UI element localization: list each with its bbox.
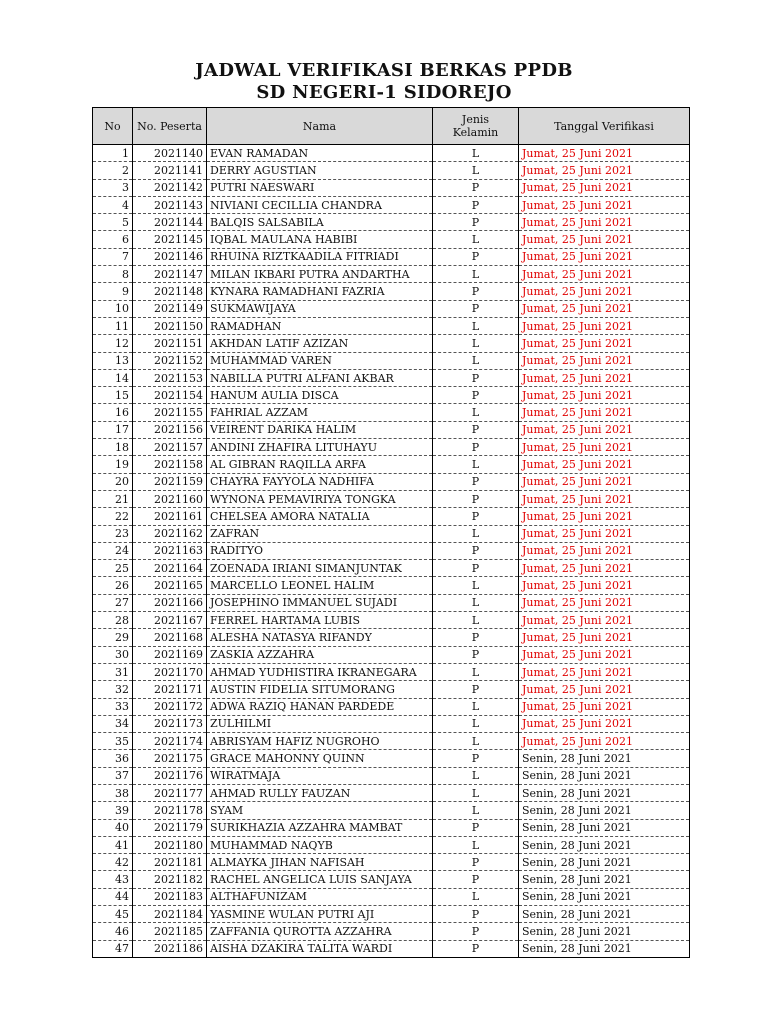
cell-tanggal: Senin, 28 Juni 2021: [519, 767, 690, 784]
table-header-row: [93, 108, 690, 145]
cell-no: 23: [93, 525, 133, 542]
header-nama: Nama: [207, 108, 433, 145]
cell-no: 21: [93, 490, 133, 507]
cell-nama: VEIRENT DARIKA HALIM: [207, 421, 433, 438]
cell-no: 24: [93, 542, 133, 559]
header-peserta: No. Peserta: [133, 108, 207, 145]
header-tanggal: Tanggal Verifikasi: [519, 108, 690, 145]
cell-no: 17: [93, 421, 133, 438]
table-row: [93, 162, 690, 179]
cell-nama: AHMAD RULLY FAUZAN: [207, 784, 433, 801]
cell-tanggal: Senin, 28 Juni 2021: [519, 784, 690, 801]
cell-peserta: 2021147: [133, 266, 207, 283]
cell-no: 22: [93, 508, 133, 525]
table-row: [93, 196, 690, 213]
cell-nama: RHUINA RIZTKAADILA FITRIADI: [207, 248, 433, 265]
cell-jenis-kelamin: P: [433, 421, 519, 438]
cell-no: 42: [93, 854, 133, 871]
cell-nama: SUKMAWIJAYA: [207, 300, 433, 317]
cell-jenis-kelamin: L: [433, 594, 519, 611]
cell-no: 11: [93, 317, 133, 334]
title-line-1: JADWAL VERIFIKASI BERKAS PPDB: [195, 60, 573, 81]
cell-jenis-kelamin: L: [433, 715, 519, 732]
cell-jenis-kelamin: P: [433, 940, 519, 957]
cell-jenis-kelamin: P: [433, 179, 519, 196]
cell-peserta: 2021152: [133, 352, 207, 369]
cell-jenis-kelamin: P: [433, 490, 519, 507]
table-row: [93, 283, 690, 300]
cell-no: 28: [93, 612, 133, 629]
cell-nama: AISHA DZAKIRA TALITA WARDI: [207, 940, 433, 957]
cell-no: 13: [93, 352, 133, 369]
cell-no: 2: [93, 162, 133, 179]
table-row: [93, 698, 690, 715]
cell-no: 3: [93, 179, 133, 196]
cell-peserta: 2021157: [133, 439, 207, 456]
cell-peserta: 2021184: [133, 906, 207, 923]
cell-tanggal: Jumat, 25 Juni 2021: [519, 162, 690, 179]
cell-jenis-kelamin: P: [433, 542, 519, 559]
cell-jenis-kelamin: L: [433, 698, 519, 715]
cell-nama: WYNONA PEMAVIRIYA TONGKA: [207, 490, 433, 507]
table-row: [93, 508, 690, 525]
table-row: [93, 923, 690, 940]
table-row: [93, 784, 690, 801]
table-row: [93, 542, 690, 559]
header-kelamin-label: Kelamin: [452, 126, 499, 139]
cell-no: 18: [93, 439, 133, 456]
cell-nama: WIRATMAJA: [207, 767, 433, 784]
cell-tanggal: Jumat, 25 Juni 2021: [519, 681, 690, 698]
cell-tanggal: Jumat, 25 Juni 2021: [519, 439, 690, 456]
cell-no: 44: [93, 888, 133, 905]
table-row: [93, 715, 690, 732]
cell-peserta: 2021146: [133, 248, 207, 265]
cell-peserta: 2021182: [133, 871, 207, 888]
cell-nama: ABRISYAM HAFIZ NUGROHO: [207, 733, 433, 750]
cell-no: 14: [93, 369, 133, 386]
cell-peserta: 2021183: [133, 888, 207, 905]
cell-nama: AL GIBRAN RAQILLA ARFA: [207, 456, 433, 473]
cell-peserta: 2021160: [133, 490, 207, 507]
cell-no: 35: [93, 733, 133, 750]
cell-no: 46: [93, 923, 133, 940]
cell-nama: FAHRIAL AZZAM: [207, 404, 433, 421]
table-row: [93, 819, 690, 836]
cell-jenis-kelamin: L: [433, 335, 519, 352]
cell-jenis-kelamin: P: [433, 681, 519, 698]
cell-jenis-kelamin: L: [433, 577, 519, 594]
cell-peserta: 2021142: [133, 179, 207, 196]
cell-peserta: 2021162: [133, 525, 207, 542]
cell-peserta: 2021145: [133, 231, 207, 248]
cell-peserta: 2021141: [133, 162, 207, 179]
cell-tanggal: Jumat, 25 Juni 2021: [519, 335, 690, 352]
cell-no: 20: [93, 473, 133, 490]
cell-jenis-kelamin: P: [433, 300, 519, 317]
cell-jenis-kelamin: P: [433, 248, 519, 265]
table-row: [93, 767, 690, 784]
cell-peserta: 2021169: [133, 646, 207, 663]
cell-nama: BALQIS SALSABILA: [207, 214, 433, 231]
cell-jenis-kelamin: P: [433, 369, 519, 386]
table-row: [93, 421, 690, 438]
cell-peserta: 2021148: [133, 283, 207, 300]
cell-jenis-kelamin: P: [433, 819, 519, 836]
cell-nama: FERREL HARTAMA LUBIS: [207, 612, 433, 629]
cell-nama: ZULHILMI: [207, 715, 433, 732]
table-row: [93, 248, 690, 265]
cell-jenis-kelamin: P: [433, 387, 519, 404]
cell-tanggal: Jumat, 25 Juni 2021: [519, 248, 690, 265]
cell-tanggal: Jumat, 25 Juni 2021: [519, 145, 690, 162]
header-jenis-label: Jenis: [461, 113, 490, 126]
cell-jenis-kelamin: L: [433, 404, 519, 421]
table-row: [93, 369, 690, 386]
cell-jenis-kelamin: P: [433, 473, 519, 490]
cell-nama: AHMAD YUDHISTIRA IKRANEGARA: [207, 663, 433, 680]
cell-no: 25: [93, 560, 133, 577]
cell-nama: SYAM: [207, 802, 433, 819]
cell-peserta: 2021177: [133, 784, 207, 801]
table-row: [93, 439, 690, 456]
cell-no: 37: [93, 767, 133, 784]
cell-tanggal: Senin, 28 Juni 2021: [519, 819, 690, 836]
table-row: [93, 594, 690, 611]
cell-jenis-kelamin: P: [433, 923, 519, 940]
cell-tanggal: Jumat, 25 Juni 2021: [519, 473, 690, 490]
table-row: [93, 646, 690, 663]
cell-jenis-kelamin: P: [433, 629, 519, 646]
cell-jenis-kelamin: P: [433, 560, 519, 577]
cell-nama: ALTHAFUNIZAM: [207, 888, 433, 905]
cell-tanggal: Jumat, 25 Juni 2021: [519, 369, 690, 386]
schedule-table: [92, 107, 690, 958]
cell-nama: IQBAL MAULANA HABIBI: [207, 231, 433, 248]
cell-tanggal: Jumat, 25 Juni 2021: [519, 612, 690, 629]
cell-tanggal: Senin, 28 Juni 2021: [519, 906, 690, 923]
table-row: [93, 525, 690, 542]
cell-no: 30: [93, 646, 133, 663]
table-row: [93, 629, 690, 646]
table-row: [93, 854, 690, 871]
cell-nama: JOSEPHINO IMMANUEL SUJADI: [207, 594, 433, 611]
cell-no: 15: [93, 387, 133, 404]
cell-peserta: 2021164: [133, 560, 207, 577]
cell-peserta: 2021174: [133, 733, 207, 750]
cell-nama: ZAFFANIA QUROTTA AZZAHRA: [207, 923, 433, 940]
cell-tanggal: Jumat, 25 Juni 2021: [519, 179, 690, 196]
cell-peserta: 2021161: [133, 508, 207, 525]
document-title: [0, 60, 768, 104]
table-row: [93, 802, 690, 819]
cell-jenis-kelamin: P: [433, 871, 519, 888]
cell-tanggal: Senin, 28 Juni 2021: [519, 836, 690, 853]
cell-nama: RADITYO: [207, 542, 433, 559]
cell-peserta: 2021155: [133, 404, 207, 421]
cell-jenis-kelamin: L: [433, 352, 519, 369]
cell-peserta: 2021165: [133, 577, 207, 594]
cell-no: 10: [93, 300, 133, 317]
cell-peserta: 2021166: [133, 594, 207, 611]
cell-jenis-kelamin: L: [433, 663, 519, 680]
cell-jenis-kelamin: L: [433, 784, 519, 801]
cell-no: 47: [93, 940, 133, 957]
cell-nama: AUSTIN FIDELIA SITUMORANG: [207, 681, 433, 698]
title-line-2: SD NEGERI-1 SIDOREJO: [256, 82, 512, 103]
table-row: [93, 300, 690, 317]
table-row: [93, 906, 690, 923]
table-row: [93, 179, 690, 196]
cell-jenis-kelamin: L: [433, 266, 519, 283]
cell-peserta: 2021181: [133, 854, 207, 871]
cell-tanggal: Senin, 28 Juni 2021: [519, 888, 690, 905]
cell-no: 38: [93, 784, 133, 801]
cell-tanggal: Jumat, 25 Juni 2021: [519, 266, 690, 283]
cell-tanggal: Jumat, 25 Juni 2021: [519, 646, 690, 663]
table-row: [93, 145, 690, 162]
cell-jenis-kelamin: P: [433, 854, 519, 871]
table-row: [93, 266, 690, 283]
cell-no: 43: [93, 871, 133, 888]
cell-jenis-kelamin: L: [433, 733, 519, 750]
cell-peserta: 2021143: [133, 196, 207, 213]
table-row: [93, 456, 690, 473]
cell-tanggal: Jumat, 25 Juni 2021: [519, 733, 690, 750]
cell-jenis-kelamin: L: [433, 802, 519, 819]
table-row: [93, 387, 690, 404]
cell-peserta: 2021172: [133, 698, 207, 715]
table-row: [93, 352, 690, 369]
cell-no: 9: [93, 283, 133, 300]
cell-no: 4: [93, 196, 133, 213]
cell-nama: MUHAMMAD VAREN: [207, 352, 433, 369]
cell-no: 33: [93, 698, 133, 715]
cell-nama: RAMADHAN: [207, 317, 433, 334]
cell-peserta: 2021159: [133, 473, 207, 490]
cell-no: 6: [93, 231, 133, 248]
table-row: [93, 888, 690, 905]
cell-tanggal: Jumat, 25 Juni 2021: [519, 387, 690, 404]
table-row: [93, 231, 690, 248]
cell-no: 31: [93, 663, 133, 680]
cell-no: 45: [93, 906, 133, 923]
table-row: [93, 681, 690, 698]
cell-no: 8: [93, 266, 133, 283]
cell-jenis-kelamin: P: [433, 906, 519, 923]
cell-peserta: 2021186: [133, 940, 207, 957]
cell-peserta: 2021170: [133, 663, 207, 680]
cell-tanggal: Senin, 28 Juni 2021: [519, 750, 690, 767]
cell-no: 34: [93, 715, 133, 732]
cell-jenis-kelamin: P: [433, 283, 519, 300]
cell-no: 40: [93, 819, 133, 836]
cell-tanggal: Senin, 28 Juni 2021: [519, 854, 690, 871]
header-jenis-kelamin: [433, 108, 519, 145]
cell-nama: SURIKHAZIA AZZAHRA MAMBAT: [207, 819, 433, 836]
cell-tanggal: Jumat, 25 Juni 2021: [519, 421, 690, 438]
cell-no: 39: [93, 802, 133, 819]
header-no: No: [93, 108, 133, 145]
cell-nama: MARCELLO LEONEL HALIM: [207, 577, 433, 594]
table-row: [93, 871, 690, 888]
cell-nama: ALMAYKA JIHAN NAFISAH: [207, 854, 433, 871]
cell-tanggal: Jumat, 25 Juni 2021: [519, 196, 690, 213]
cell-jenis-kelamin: L: [433, 888, 519, 905]
cell-nama: MUHAMMAD NAQYB: [207, 836, 433, 853]
cell-tanggal: Jumat, 25 Juni 2021: [519, 456, 690, 473]
cell-nama: DERRY AGUSTIAN: [207, 162, 433, 179]
cell-tanggal: Jumat, 25 Juni 2021: [519, 715, 690, 732]
cell-peserta: 2021151: [133, 335, 207, 352]
table-row: [93, 560, 690, 577]
table-row: [93, 750, 690, 767]
cell-nama: YASMINE WULAN PUTRI AJI: [207, 906, 433, 923]
cell-tanggal: Jumat, 25 Juni 2021: [519, 490, 690, 507]
cell-peserta: 2021150: [133, 317, 207, 334]
cell-peserta: 2021163: [133, 542, 207, 559]
cell-nama: KYNARA RAMADHANI FAZRIA: [207, 283, 433, 300]
cell-no: 19: [93, 456, 133, 473]
cell-tanggal: Jumat, 25 Juni 2021: [519, 404, 690, 421]
cell-jenis-kelamin: L: [433, 145, 519, 162]
cell-peserta: 2021144: [133, 214, 207, 231]
cell-nama: RACHEL ANGELICA LUIS SANJAYA: [207, 871, 433, 888]
cell-jenis-kelamin: L: [433, 612, 519, 629]
cell-nama: NIVIANI CECILLIA CHANDRA: [207, 196, 433, 213]
cell-jenis-kelamin: P: [433, 214, 519, 231]
cell-nama: CHELSEA AMORA NATALIA: [207, 508, 433, 525]
cell-tanggal: Jumat, 25 Juni 2021: [519, 300, 690, 317]
cell-tanggal: Jumat, 25 Juni 2021: [519, 525, 690, 542]
cell-tanggal: Jumat, 25 Juni 2021: [519, 317, 690, 334]
table-row: [93, 335, 690, 352]
cell-no: 26: [93, 577, 133, 594]
cell-jenis-kelamin: P: [433, 439, 519, 456]
cell-nama: ADWA RAZIQ HANAN PARDEDE: [207, 698, 433, 715]
table-row: [93, 663, 690, 680]
cell-no: 12: [93, 335, 133, 352]
cell-no: 1: [93, 145, 133, 162]
cell-tanggal: Jumat, 25 Juni 2021: [519, 352, 690, 369]
cell-tanggal: Senin, 28 Juni 2021: [519, 802, 690, 819]
cell-tanggal: Jumat, 25 Juni 2021: [519, 663, 690, 680]
cell-tanggal: Jumat, 25 Juni 2021: [519, 594, 690, 611]
cell-jenis-kelamin: L: [433, 162, 519, 179]
cell-jenis-kelamin: P: [433, 508, 519, 525]
cell-peserta: 2021173: [133, 715, 207, 732]
cell-no: 36: [93, 750, 133, 767]
cell-nama: MILAN IKBARI PUTRA ANDARTHA: [207, 266, 433, 283]
cell-peserta: 2021149: [133, 300, 207, 317]
table-row: [93, 733, 690, 750]
cell-tanggal: Jumat, 25 Juni 2021: [519, 698, 690, 715]
cell-tanggal: Jumat, 25 Juni 2021: [519, 560, 690, 577]
table-body: [93, 145, 690, 958]
cell-jenis-kelamin: P: [433, 750, 519, 767]
cell-nama: ALESHA NATASYA RIFANDY: [207, 629, 433, 646]
cell-nama: AKHDAN LATIF AZIZAN: [207, 335, 433, 352]
cell-peserta: 2021153: [133, 369, 207, 386]
cell-tanggal: Jumat, 25 Juni 2021: [519, 542, 690, 559]
cell-tanggal: Jumat, 25 Juni 2021: [519, 508, 690, 525]
cell-no: 7: [93, 248, 133, 265]
cell-jenis-kelamin: L: [433, 836, 519, 853]
cell-jenis-kelamin: L: [433, 767, 519, 784]
cell-peserta: 2021179: [133, 819, 207, 836]
cell-jenis-kelamin: P: [433, 196, 519, 213]
cell-no: 27: [93, 594, 133, 611]
cell-peserta: 2021154: [133, 387, 207, 404]
cell-no: 41: [93, 836, 133, 853]
cell-peserta: 2021180: [133, 836, 207, 853]
table-row: [93, 490, 690, 507]
cell-tanggal: Senin, 28 Juni 2021: [519, 940, 690, 957]
cell-jenis-kelamin: L: [433, 525, 519, 542]
cell-nama: NABILLA PUTRI ALFANI AKBAR: [207, 369, 433, 386]
cell-peserta: 2021168: [133, 629, 207, 646]
cell-tanggal: Senin, 28 Juni 2021: [519, 871, 690, 888]
cell-no: 5: [93, 214, 133, 231]
cell-peserta: 2021171: [133, 681, 207, 698]
cell-peserta: 2021176: [133, 767, 207, 784]
cell-no: 16: [93, 404, 133, 421]
cell-nama: EVAN RAMADAN: [207, 145, 433, 162]
table-row: [93, 473, 690, 490]
cell-peserta: 2021140: [133, 145, 207, 162]
cell-nama: ZOENADA IRIANI SIMANJUNTAK: [207, 560, 433, 577]
cell-nama: GRACE MAHONNY QUINN: [207, 750, 433, 767]
cell-peserta: 2021178: [133, 802, 207, 819]
table-row: [93, 317, 690, 334]
cell-peserta: 2021185: [133, 923, 207, 940]
cell-no: 32: [93, 681, 133, 698]
cell-tanggal: Jumat, 25 Juni 2021: [519, 214, 690, 231]
cell-nama: PUTRI NAESWARI: [207, 179, 433, 196]
cell-tanggal: Jumat, 25 Juni 2021: [519, 577, 690, 594]
cell-peserta: 2021156: [133, 421, 207, 438]
cell-peserta: 2021158: [133, 456, 207, 473]
cell-tanggal: Senin, 28 Juni 2021: [519, 923, 690, 940]
table-row: [93, 404, 690, 421]
cell-tanggal: Jumat, 25 Juni 2021: [519, 231, 690, 248]
cell-jenis-kelamin: L: [433, 231, 519, 248]
table-row: [93, 577, 690, 594]
cell-jenis-kelamin: L: [433, 317, 519, 334]
cell-nama: ANDINI ZHAFIRA LITUHAYU: [207, 439, 433, 456]
table-row: [93, 940, 690, 957]
cell-no: 29: [93, 629, 133, 646]
cell-jenis-kelamin: L: [433, 456, 519, 473]
table-row: [93, 612, 690, 629]
cell-peserta: 2021167: [133, 612, 207, 629]
cell-nama: ZASKIA AZZAHRA: [207, 646, 433, 663]
cell-jenis-kelamin: P: [433, 646, 519, 663]
cell-tanggal: Jumat, 25 Juni 2021: [519, 629, 690, 646]
cell-nama: HANUM AULIA DISCA: [207, 387, 433, 404]
cell-nama: CHAYRA FAYYOLA NADHIFA: [207, 473, 433, 490]
cell-tanggal: Jumat, 25 Juni 2021: [519, 283, 690, 300]
cell-nama: ZAFRAN: [207, 525, 433, 542]
cell-peserta: 2021175: [133, 750, 207, 767]
table-row: [93, 214, 690, 231]
table-row: [93, 836, 690, 853]
